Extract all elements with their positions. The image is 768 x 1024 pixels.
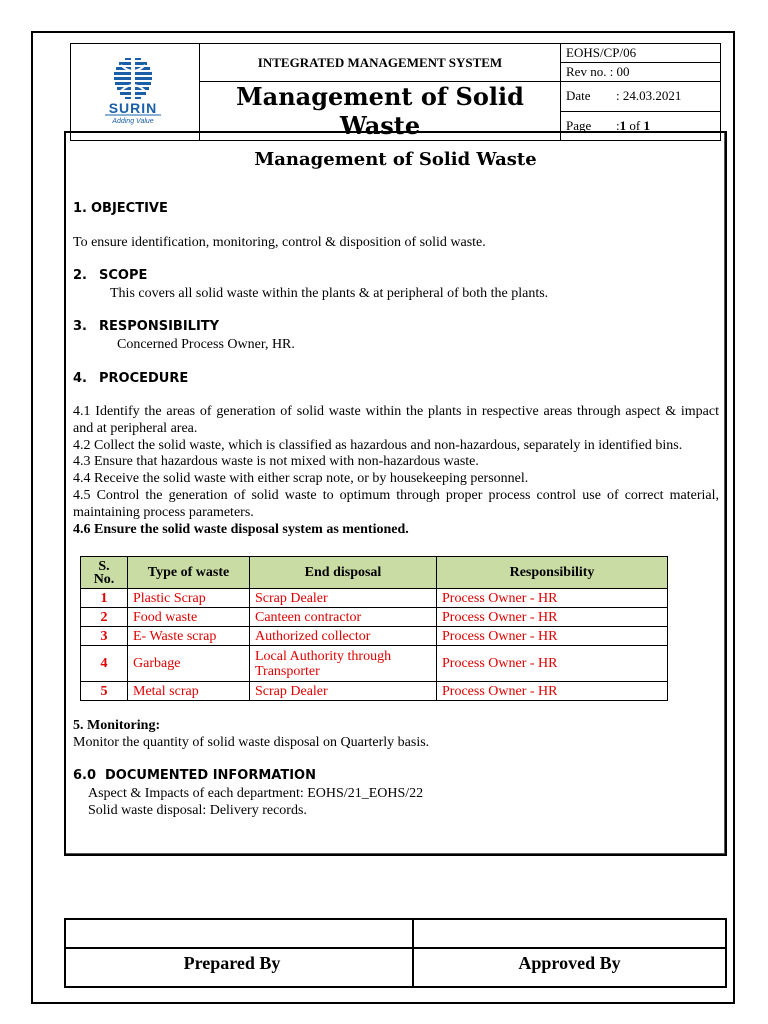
- section-title: OBJECTIVE: [91, 201, 168, 216]
- col-header-sno-line: S.: [98, 558, 110, 574]
- procedure-item: 4.1 Identify the areas of generation of solid waste within the plants in respective areas through aspect & impact and at peripheral area.: [73, 404, 719, 436]
- table-header-row: [81, 557, 668, 589]
- cell-disposal: Scrap Dealer: [250, 589, 437, 608]
- col-header-disposal: End disposal: [250, 557, 437, 589]
- procedure-item-bold: 4.6 Ensure the solid waste disposal system as mentioned.: [73, 521, 409, 537]
- system-name: INTEGRATED MANAGEMENT SYSTEM: [200, 44, 561, 82]
- cell-type: Plastic Scrap: [128, 589, 250, 608]
- page-current: 1: [619, 117, 627, 133]
- section-title: RESPONSIBILITY: [99, 319, 220, 334]
- page-label: Page: [566, 117, 592, 133]
- col-header-responsibility: Responsibility: [437, 557, 668, 589]
- date-value: : 24.03.2021: [616, 88, 682, 104]
- cell-type: Garbage: [128, 646, 250, 682]
- responsibility-text: Concerned Process Owner, HR.: [117, 337, 295, 352]
- revision-number: Rev no. : 00: [561, 63, 721, 82]
- table-row: [81, 589, 668, 608]
- surin-logo: [85, 55, 185, 125]
- procedure-item: 4.5 Control the generation of solid waste to optimum through proper process control use of correct material, maintaining process parameters.: [73, 487, 719, 520]
- signature-row-divider: [66, 947, 725, 949]
- prepared-by-label: Prepared By: [183, 953, 281, 973]
- table-row: [81, 682, 668, 701]
- documented-line: Aspect & Impacts of each department: EOHS/21_EOHS/22: [88, 786, 424, 801]
- document-title: Management of Solid Waste: [254, 149, 537, 170]
- monitoring-heading: 5. Monitoring:: [73, 718, 161, 733]
- header-title: Management of Solid Waste: [200, 82, 561, 141]
- monitoring-text: Monitor the quantity of solid waste disposal on Quarterly basis.: [73, 735, 430, 750]
- section-scope-heading: [73, 268, 147, 283]
- procedure-list: [73, 404, 719, 538]
- cell-type: Metal scrap: [128, 682, 250, 701]
- section-number: 6.0: [73, 768, 97, 783]
- cell-sno: 4: [81, 646, 128, 682]
- procedure-item: 4.2 Collect the solid waste, which is classified as hazardous and non-hazardous, separately in identified bins.: [73, 437, 683, 453]
- section-number: 4.: [73, 371, 87, 386]
- section-documented-heading: [73, 768, 316, 783]
- cell-sno: 5: [81, 682, 128, 701]
- doc-date: [561, 82, 721, 112]
- doc-number: EOHS/CP/06: [561, 44, 721, 63]
- date-label: Date: [566, 88, 591, 104]
- section-number: 1.: [73, 201, 87, 216]
- cell-disposal: Canteen contractor: [250, 608, 437, 627]
- documented-line: Solid waste disposal: Delivery records.: [88, 803, 307, 818]
- cell-responsibility: Process Owner - HR: [437, 589, 668, 608]
- cell-disposal: Authorized collector: [250, 627, 437, 646]
- cell-disposal: Local Authority through Transporter: [250, 646, 437, 682]
- table-row: [81, 608, 668, 627]
- cell-sno: 1: [81, 589, 128, 608]
- section-title: SCOPE: [99, 268, 148, 283]
- page-of: of: [626, 117, 644, 133]
- document-header: [70, 43, 721, 141]
- logo-tagline: Adding Value: [112, 117, 154, 125]
- section-procedure-heading: [73, 371, 188, 386]
- logo-text: SURIN: [108, 99, 158, 116]
- cell-responsibility: Process Owner - HR: [437, 682, 668, 701]
- col-header-type: Type of waste: [128, 557, 250, 589]
- scope-text: This covers all solid waste within the plants & at peripheral of both the plants.: [110, 286, 549, 301]
- objective-text: To ensure identification, monitoring, control & disposition of solid waste.: [73, 235, 486, 250]
- cell-sno: 3: [81, 627, 128, 646]
- section-title: PROCEDURE: [99, 371, 189, 386]
- cell-disposal: Scrap Dealer: [250, 682, 437, 701]
- table-row: [81, 627, 668, 646]
- waste-disposal-table: [80, 556, 668, 701]
- section-number: 3.: [73, 319, 87, 334]
- cell-type: Food waste: [128, 608, 250, 627]
- logo-cell: [71, 44, 200, 141]
- col-header-sno: [81, 557, 128, 589]
- cell-type: E- Waste scrap: [128, 627, 250, 646]
- section-number: 2.: [73, 268, 87, 283]
- table-row: [81, 646, 668, 682]
- cell-sno: 2: [81, 608, 128, 627]
- signature-block: [64, 918, 727, 988]
- approved-by-label: Approved By: [518, 953, 621, 973]
- section-objective-heading: [73, 201, 168, 216]
- section-title: DOCUMENTED INFORMATION: [105, 768, 316, 783]
- cell-responsibility: Process Owner - HR: [437, 646, 668, 682]
- procedure-item: 4.4 Receive the solid waste with either scrap note, or by housekeeping personnel.: [73, 471, 529, 487]
- page-total: 1: [643, 117, 650, 133]
- page-sep: :: [616, 117, 620, 133]
- section-responsibility-heading: [73, 319, 219, 334]
- cell-responsibility: Process Owner - HR: [437, 608, 668, 627]
- procedure-item: 4.3 Ensure that hazardous waste is not mixed with non-hazardous waste.: [73, 454, 479, 470]
- cell-responsibility: Process Owner - HR: [437, 627, 668, 646]
- col-header-sno-line: No.: [93, 571, 115, 587]
